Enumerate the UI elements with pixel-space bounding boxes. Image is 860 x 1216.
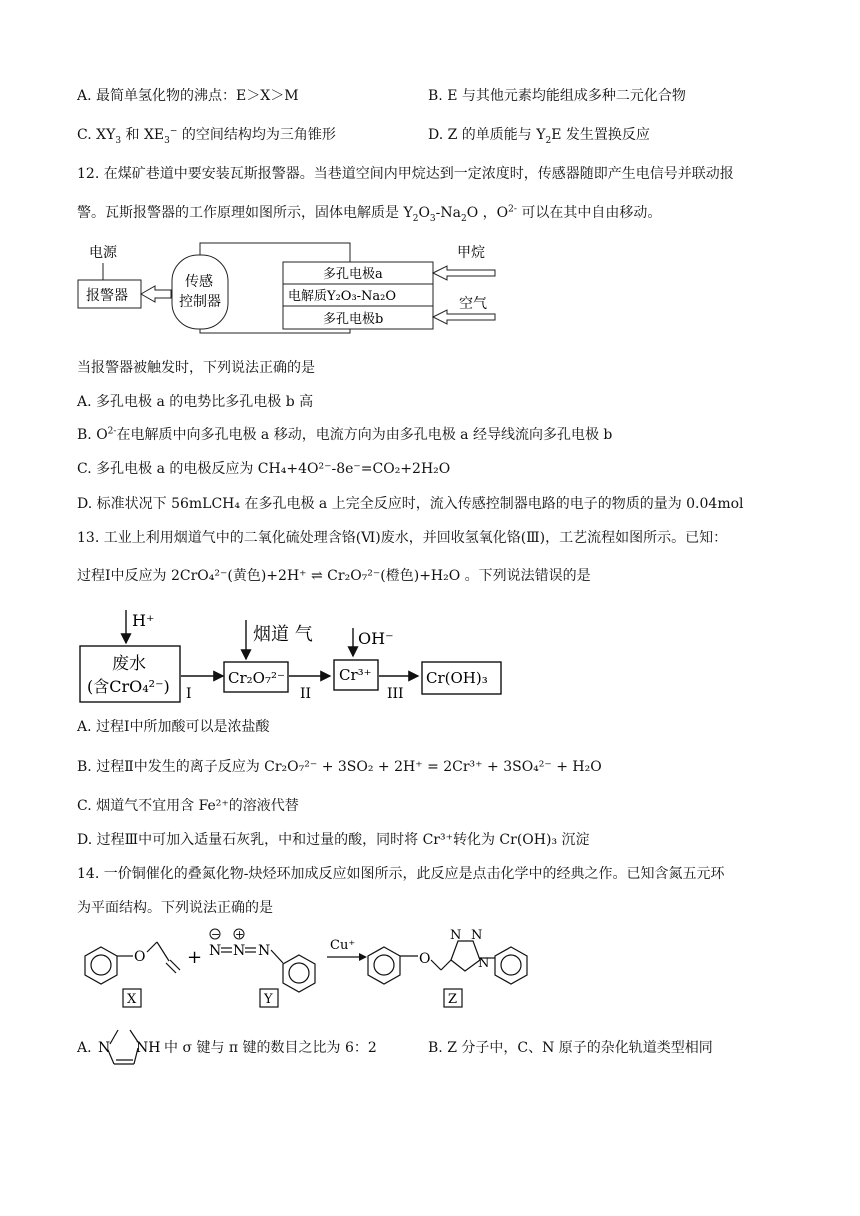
minus-charge: − <box>211 928 221 941</box>
label-y: Y <box>264 992 273 1007</box>
z-oxygen: O <box>419 951 431 967</box>
z-n3: N <box>478 956 490 971</box>
hplus-label: H⁺ <box>132 611 155 630</box>
electrode-b: 多孔电极b <box>323 312 384 327</box>
waste-label-1: 废水 <box>112 654 146 674</box>
y-n3: N <box>258 943 271 959</box>
q12-question: 当报警器被触发时，下列说法正确的是 <box>77 360 315 376</box>
q14-option-a: 中 σ 键与 π 键的数目之比为 6：2 <box>164 1040 377 1056</box>
x-oxygen: O <box>134 949 146 965</box>
triazole-structure <box>96 1022 162 1074</box>
triazole-nh: NH <box>136 1040 161 1056</box>
plus-sign: + <box>187 947 203 968</box>
chromium3-label: Cr³⁺ <box>339 666 372 684</box>
q12-stem-line1: 12. 在煤矿巷道中要安装瓦斯报警器。当巷道空间内甲烷达到一定浓度时，传感器随即产生电信号并联动报 <box>77 166 734 182</box>
y-n1: N <box>209 943 222 959</box>
q14-option-b: B. Z 分子中，C、N 原子的杂化轨道类型相同 <box>428 1040 713 1056</box>
step-2: II <box>300 686 312 702</box>
q12-option-b: B. $O^{2-}$在电解质中向多孔电极 a 移动，电流方向为由多孔电极 a 经导线流向多孔电极 b <box>77 426 613 443</box>
triazole-n: N <box>98 1040 111 1056</box>
q13-option-c: C. 烟道气不宜用含 Fe²⁺的溶液代替 <box>77 798 299 814</box>
q11-option-b: B. E 与其他元素均能组成多种二元化合物 <box>428 88 686 104</box>
air-label: 空气 <box>459 296 487 312</box>
alarm-label: 报警器 <box>86 288 128 304</box>
chromium-process-flow <box>78 606 518 708</box>
methane-label: 甲烷 <box>457 245 485 261</box>
q13-option-b: B. 过程Ⅱ中发生的离子反应为 Cr₂O₇²⁻ + 3SO₂ + 2H⁺ = 2Cr³⁺ + 3SO₄²⁻ + H₂O <box>77 759 602 775</box>
electrolyte: 电解质Y₂O₃-Na₂O <box>288 289 397 304</box>
q14-stem-line2: 为平面结构。下列说法正确的是 <box>77 900 273 916</box>
click-reaction-scheme <box>75 925 555 1017</box>
q12-option-c: C. 多孔电极 a 的电极反应为 CH₄+4O²⁻-8e⁻=CO₂+2H₂O <box>77 461 451 477</box>
q11-option-c: C. $XY_3$ 和 $XE_3^-$ 的空间结构均为三角锥形 <box>77 126 336 146</box>
gas-sensor-diagram <box>75 235 515 335</box>
step-1: I <box>186 686 192 702</box>
sensor-controller <box>172 255 228 329</box>
q11-option-a: A. 最简单氢化物的沸点：E＞X＞M <box>77 88 299 104</box>
q12-option-d: D. 标准状况下 56mLCH₄ 在多孔电极 a 上完全反应时，流入传感控制器电路的电子的物质的量为 0.04mol <box>77 496 744 512</box>
q13-option-a: A. 过程Ⅰ中所加酸可以是浓盐酸 <box>77 719 270 735</box>
y-n2: N <box>233 943 246 959</box>
controller-label-2: 控制器 <box>179 294 221 310</box>
q13-stem-line1: 13. 工业上利用烟道气中的二氧化硫处理含铬(Ⅵ)废水，并回收氢氧化铬(Ⅲ)，工艺流程如图所示。已知： <box>77 530 728 546</box>
dichromate-label: Cr₂O₇²⁻ <box>228 669 285 687</box>
plus-charge: + <box>235 928 245 941</box>
q13-option-d: D. 过程Ⅲ中可加入适量石灰乳，中和过量的酸，同时将 Cr³⁺转化为 Cr(OH)₃ 沉淀 <box>77 832 590 848</box>
q14-option-a-prefix: A. <box>77 1040 92 1056</box>
methane-arrow <box>433 266 495 280</box>
controller-label-1: 传感 <box>185 274 213 290</box>
z-n2: N <box>471 928 483 943</box>
q14-stem-line1: 14. 一价铜催化的叠氮化物-炔烃环加成反应如图所示，此反应是点击化学中的经典之作。已知含氮五元环 <box>77 866 725 882</box>
signal-arrow <box>141 286 171 302</box>
air-arrow <box>433 310 495 324</box>
power-label: 电源 <box>89 245 117 261</box>
waste-label-2: (含CrO₄²⁻) <box>87 677 170 696</box>
step-3: III <box>387 686 404 702</box>
chromium-hydroxide-label: Cr(OH)₃ <box>426 669 488 687</box>
q12-option-a: A. 多孔电极 a 的电势比多孔电极 b 高 <box>77 394 314 410</box>
label-z: Z <box>448 992 458 1007</box>
catalyst-label: Cu⁺ <box>330 938 356 953</box>
hydroxide-label: OH⁻ <box>358 629 394 648</box>
electrode-a: 多孔电极a <box>323 267 383 282</box>
q11-option-d: D. Z 的单质能与 $Y_2E$ 发生置换反应 <box>428 127 650 146</box>
z-n1: N <box>450 928 462 943</box>
q13-stem-line2: 过程Ⅰ中反应为 2CrO₄²⁻(黄色)+2H⁺ ⇌ Cr₂O₇²⁻(橙色)+H₂O 。下列说法错误的是 <box>77 568 591 584</box>
q12-stem-line2: 警。瓦斯报警器的工作原理如图所示，固体电解质是 $Y_2O_3-Na_2O$ ，$O^{2-}$ 可以在其中自由移动。 <box>77 204 662 224</box>
label-x: X <box>127 992 137 1007</box>
flue-gas-label: 烟道 气 <box>253 624 313 645</box>
